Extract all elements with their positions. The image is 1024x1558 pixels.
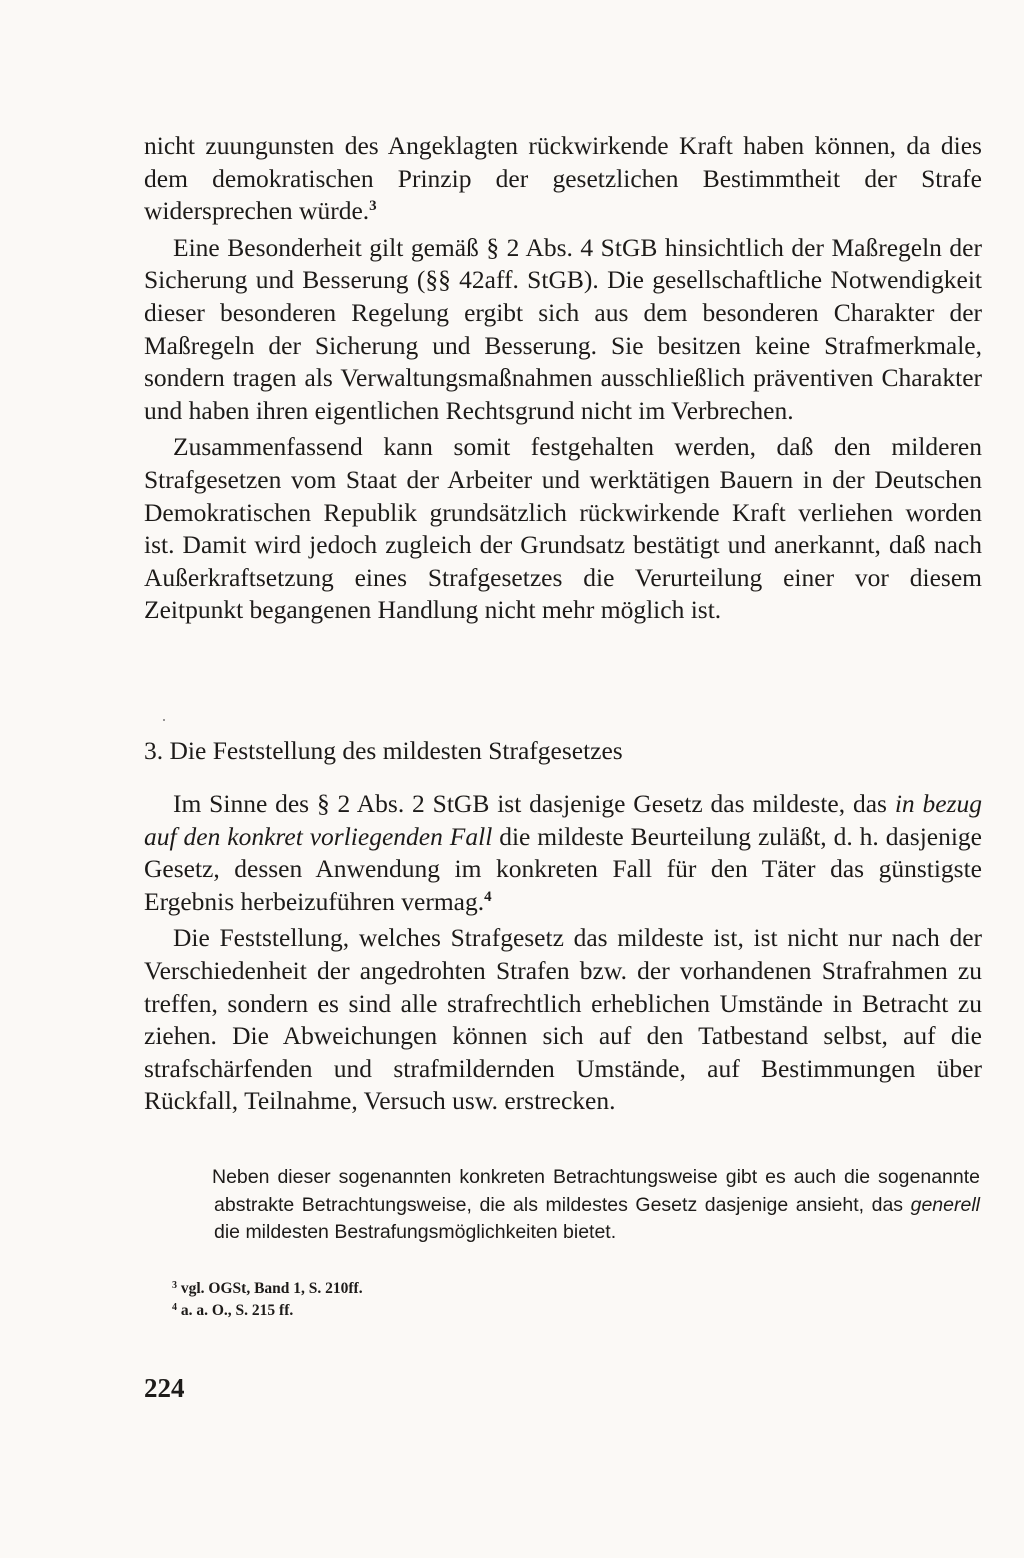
paragraph	[144, 232, 982, 428]
footnote-text: vgl. OGSt, Band 1, S. 210ff.	[180, 1280, 363, 1297]
scan-speck	[163, 719, 165, 721]
body-text-top	[144, 130, 982, 627]
paragraph	[144, 922, 982, 1118]
footnote-text: a. a. O., S. 215 ff.	[180, 1302, 294, 1319]
paragraph	[144, 788, 982, 918]
emphasis-text: in bezug auf den konkret vorliegenden Fall	[144, 789, 982, 851]
paragraph	[144, 431, 982, 627]
footnote-ref: 4	[484, 888, 492, 905]
page-number: 224	[144, 1373, 185, 1403]
note-text: die mildesten Bestrafungsmöglichkeiten bietet.	[214, 1221, 617, 1243]
note-text: Neben dieser sogenannten konkreten Betrachtungsweise gibt es auch die sogenannte abstrakte Betrachtungsweise, die als mildestes Gesetz dasjenige ansieht, das	[212, 1166, 980, 1216]
paragraph-text: Im Sinne des § 2 Abs. 2 StGB ist dasjenige Gesetz das mildeste, das	[173, 789, 895, 818]
footnote-ref: 3	[369, 198, 377, 215]
paragraph-text: nicht zuungunsten des Angeklagten rückwirkende Kraft haben können, da dies dem demokratischen Prinzip der gesetzlichen Bestimmtheit der Strafe widersprechen würde.	[144, 131, 982, 226]
emphasis-text: generell	[910, 1193, 980, 1216]
paragraph-text: die mildeste Beurteilung zuläßt, d. h. dasjenige Gesetz, dessen Anwendung im konkreten Fall für den Täter das günstigste Ergebnis herbeizuführen vermag.	[144, 821, 983, 916]
footnote-mark: 4	[172, 1302, 177, 1313]
paragraph-text: Die Feststellung, welches Strafgesetz das mildeste ist, ist nicht nur nach der Verschiedenheit der angedrohten Strafen bzw. der vorhandenen Strafrahmen zu treffen, sondern es sind alle strafrechtlich erheblichen Umstände in Betracht zu ziehen. Die Abweichungen können sich auf den Tatbestand selbst, auf die strafschärfenden und strafmildernden Umstände, auf Bestimmungen über Rückfall, Teilnahme, Versuch usw. erstrecken.	[144, 923, 982, 1116]
section-heading: 3. Die Feststellung des mildesten Strafgesetzes	[144, 736, 623, 765]
paragraph-text: Eine Besonderheit gilt gemäß § 2 Abs. 4 StGB hinsichtlich der Maßregeln der Sicherung und Besserung (§§ 42aff. StGB). Die gesellschaftliche Notwendigkeit dieser besonderen Regelung ergibt sich aus dem besonderen Charakter der Maßregeln der Sicherung und Besserung. Sie besitzen keine Strafmerkmale, sondern tragen als Verwaltungsmaßnahmen ausschließlich präventiven Charakter und haben ihren eigentlichen Rechtsgrund nicht im Verbrechen.	[144, 232, 982, 425]
paragraph-continuation	[144, 130, 982, 228]
small-print-note	[214, 1164, 980, 1247]
footnote	[172, 1300, 363, 1322]
paragraph-text: Zusammenfassend kann somit festgehalten werden, daß den milderen Strafgesetzen vom Staat der Arbeiter und werktätigen Bauern in der Deutschen Demokratischen Republik grundsätzlich rückwirkende Kraft verliehen worden ist. Damit wird jedoch zugleich der Grundsatz bestätigt und anerkannt, daß nach Außerkraftsetzung eines Strafgesetzes die Verurteilung einer vor diesem Zeitpunkt begangenen Handlung nicht mehr möglich ist.	[144, 432, 982, 625]
footnote-mark: 3	[172, 1280, 177, 1291]
footnotes	[172, 1278, 363, 1322]
footnote	[172, 1278, 363, 1300]
body-text-bottom	[144, 788, 982, 1118]
